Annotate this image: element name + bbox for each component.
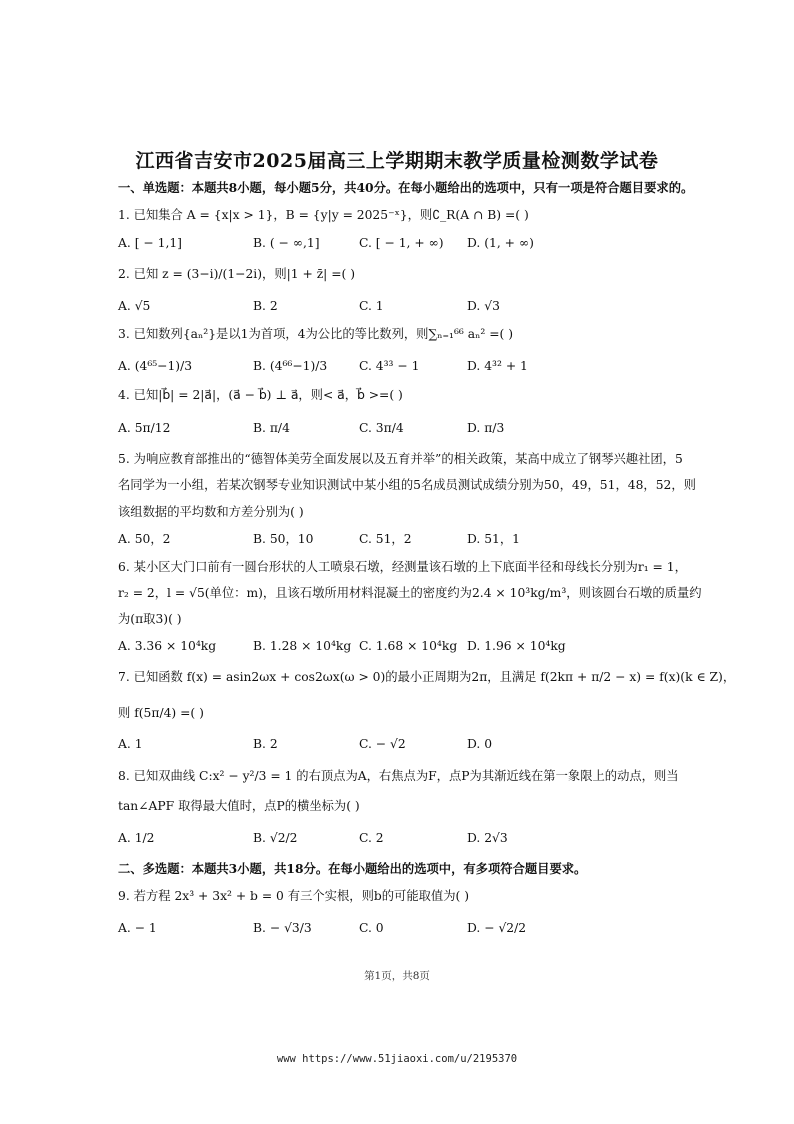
question-3-stem: 3. 已知数列{aₙ²}是以1为首项，4为公比的等比数列，则∑ₙ₌₁⁶⁶ aₙ² =( ) <box>118 327 514 341</box>
question-6-stem-line-3: 为(π取3)( ) <box>118 612 182 626</box>
question-9-option-b: B. − √3/3 <box>253 921 312 935</box>
source-url-watermark: www https://www.51jiaoxi.com/u/2195370 <box>276 1053 518 1065</box>
question-5-option-d: D. 51，1 <box>467 532 521 546</box>
question-2-option-a: A. √5 <box>118 299 151 313</box>
question-5-stem-line-3: 该组数据的平均数和方差分别为( ) <box>118 505 304 519</box>
question-5-option-b: B. 50，10 <box>253 532 314 546</box>
page-title: 江西省吉安市2025届高三上学期期末教学质量检测数学试卷 <box>135 150 659 172</box>
question-4-stem: 4. 已知|b⃗| = 2|a⃗|，(a⃗ − b⃗) ⊥ a⃗，则< a⃗，b⃗ >=( ) <box>118 388 403 402</box>
question-5-stem-line-2: 名同学为一小组，若某次钢琴专业知识测试中某小组的5名成员测试成绩分别为50，49，51，48，52，则 <box>118 478 696 492</box>
question-9-option-a: A. − 1 <box>118 921 157 935</box>
question-5-stem-line-1: 5. 为响应教育部推出的“德智体美劳全面发展以及五育并举”的相关政策，某高中成立了钢琴兴趣社团，5 <box>118 452 683 466</box>
question-9-stem: 9. 若方程 2x³ + 3x² + b = 0 有三个实根，则b的可能取值为( ) <box>118 889 470 903</box>
question-6-stem-line-2: r₂ = 2，l = √5(单位：m)，且该石墩所用材料混凝土的密度约为2.4 × 10³kg/m³，则该圆台石墩的质量约 <box>118 586 702 600</box>
question-8-option-d: D. 2√3 <box>467 831 508 845</box>
question-3-option-c: C. 4³³ − 1 <box>359 359 420 373</box>
question-7-option-c: C. − √2 <box>359 737 406 751</box>
question-6-stem-line-1: 6. 某小区大门口前有一圆台形状的人工喷泉石墩，经测量该石墩的上下底面半径和母线长分别为r₁ = 1， <box>118 560 687 574</box>
question-1-option-a: A. [ − 1,1] <box>118 236 182 250</box>
question-4-option-a: A. 5π/12 <box>118 421 171 435</box>
question-3-option-b: B. (4⁶⁶−1)/3 <box>253 359 328 373</box>
question-8-option-a: A. 1/2 <box>118 831 155 845</box>
section-heading-multiple-choice: 二、多选题：本题共3小题，共18分。在每小题给出的选项中，有多项符合题目要求。 <box>118 861 587 876</box>
question-7-stem-line-2: 则 f(5π/4) =( ) <box>118 706 204 720</box>
question-2-option-b: B. 2 <box>253 299 278 313</box>
question-4-option-c: C. 3π/4 <box>359 421 404 435</box>
question-9-option-d: D. − √2/2 <box>467 921 527 935</box>
page-number: 第1页，共8页 <box>364 970 430 982</box>
question-3-option-d: D. 4³² + 1 <box>467 359 528 373</box>
question-7-stem-line-1: 7. 已知函数 f(x) = asin2ωx + cos2ωx(ω > 0)的最小正周期为2π，且满足 f(2kπ + π/2 − x) = f(x)(k ∈ Z)， <box>118 670 736 684</box>
question-7-option-b: B. 2 <box>253 737 278 751</box>
question-4-option-b: B. π/4 <box>253 421 290 435</box>
question-1-stem: 1. 已知集合 A = {x|x > 1}，B = {y|y = 2025⁻ˣ}，则∁_R(A ∩ B) =( ) <box>118 208 529 222</box>
question-5-option-a: A. 50，2 <box>118 532 171 546</box>
question-6-option-a: A. 3.36 × 10⁴kg <box>118 639 217 653</box>
question-2-option-c: C. 1 <box>359 299 384 313</box>
question-8-stem-line-1: 8. 已知双曲线 C:x² − y²/3 = 1 的右顶点为A，右焦点为F，点P为其渐近线在第一象限上的动点，则当 <box>118 769 679 783</box>
question-5-option-c: C. 51，2 <box>359 532 412 546</box>
question-7-option-d: D. 0 <box>467 737 493 751</box>
question-6-option-d: D. 1.96 × 10⁴kg <box>467 639 566 653</box>
question-6-option-b: B. 1.28 × 10⁴kg <box>253 639 352 653</box>
question-2-stem: 2. 已知 z = (3−i)/(1−2i)，则|1 + z̄| =( ) <box>118 267 356 281</box>
question-2-option-d: D. √3 <box>467 299 500 313</box>
question-8-option-b: B. √2/2 <box>253 831 298 845</box>
question-8-stem-line-2: tan∠APF 取得最大值时，点P的横坐标为( ) <box>118 799 360 813</box>
question-1-option-c: C. [ − 1, + ∞) <box>359 236 444 250</box>
question-1-option-d: D. (1, + ∞) <box>467 236 534 250</box>
question-6-option-c: C. 1.68 × 10⁴kg <box>359 639 458 653</box>
question-3-option-a: A. (4⁶⁵−1)/3 <box>118 359 193 373</box>
question-1-option-b: B. ( − ∞,1] <box>253 236 320 250</box>
question-7-option-a: A. 1 <box>118 737 143 751</box>
question-4-option-d: D. π/3 <box>467 421 505 435</box>
section-heading-single-choice: 一、单选题：本题共8小题，每小题5分，共40分。在每小题给出的选项中，只有一项是符合题目要求的。 <box>118 180 694 195</box>
question-8-option-c: C. 2 <box>359 831 384 845</box>
question-9-option-c: C. 0 <box>359 921 384 935</box>
